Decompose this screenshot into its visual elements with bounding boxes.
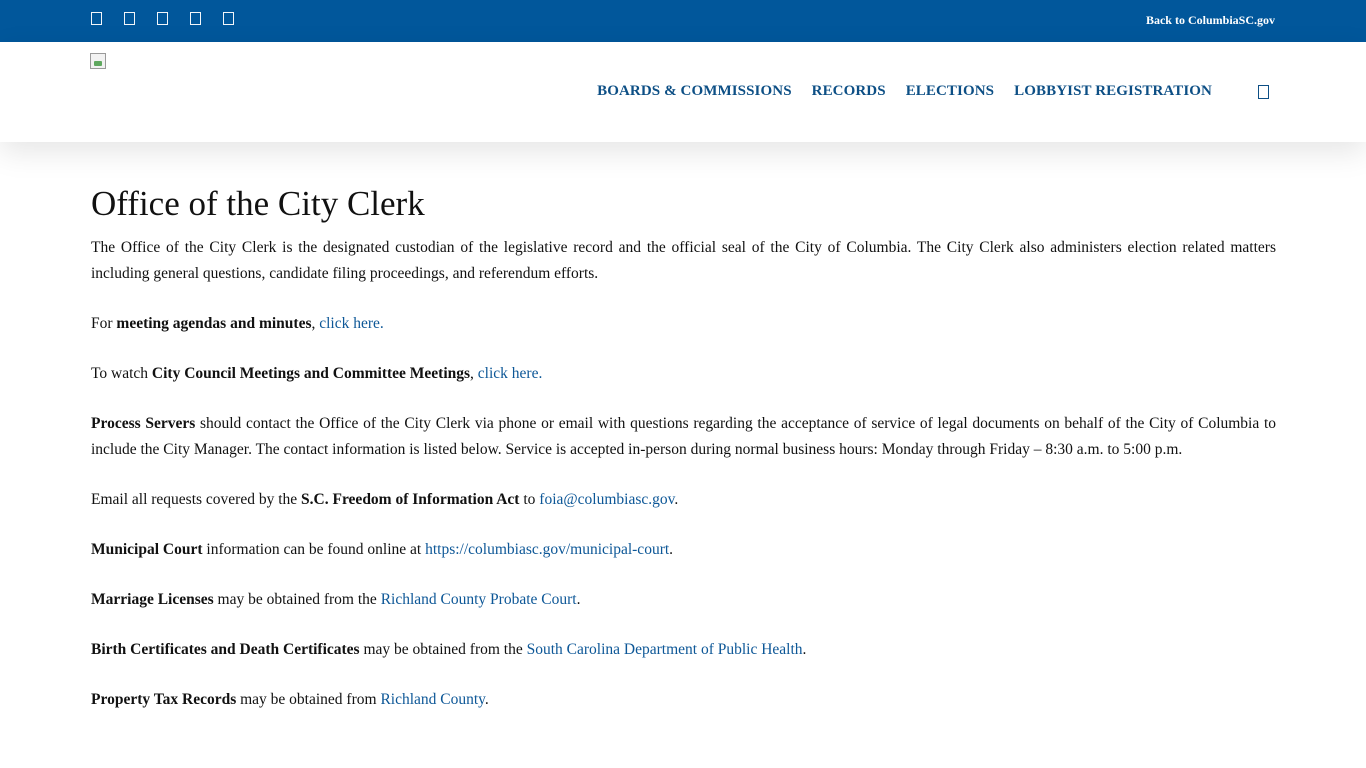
twitter-icon[interactable] [124,12,135,25]
nav-records[interactable]: RECORDS [811,83,886,99]
municipal-court-paragraph: Municipal Court information can be found online at https://columbiasc.gov/municipal-court. [91,541,674,558]
public-health-link[interactable]: South Carolina Department of Public Health [526,641,803,658]
watch-click-here-link[interactable]: click here. [477,365,543,382]
richland-county-link[interactable]: Richland County [380,691,485,708]
instagram-icon[interactable] [157,12,168,25]
page-title: Office of the City Clerk [91,184,425,223]
facebook-icon[interactable] [91,12,102,25]
birth-death-certificates-paragraph: Birth Certificates and Death Certificates may be obtained from the South Carolina Department of Public Health. [91,641,807,658]
top-bar [0,0,1366,42]
social-links [91,12,234,25]
municipal-court-link[interactable]: https://columbiasc.gov/municipal-court [425,541,670,558]
watch-meetings-paragraph: To watch City Council Meetings and Committee Meetings, click here. [91,365,543,382]
site-header [0,42,1366,142]
foia-email-link[interactable]: foia@columbiasc.gov [539,491,675,508]
foia-paragraph: Email all requests covered by the S.C. Freedom of Information Act to foia@columbiasc.gov. [91,491,679,508]
search-icon[interactable] [1258,85,1269,99]
nav-boards-commissions[interactable]: BOARDS & COMMISSIONS [597,83,792,99]
youtube-icon[interactable] [190,12,201,25]
back-to-columbiasc-link[interactable]: Back to ColumbiaSC.gov [1145,13,1275,27]
agendas-paragraph: For meeting agendas and minutes, click here. [91,315,384,332]
intro-paragraph: The Office of the City Clerk is the designated custodian of the legislative record and the official seal of the City of Columbia. The City Clerk also administers election related matters including general questions, candidate filing proceedings, and referendum efforts. [91,239,1276,282]
probate-court-link[interactable]: Richland County Probate Court [380,591,577,608]
marriage-licenses-paragraph: Marriage Licenses may be obtained from the Richland County Probate Court. [91,591,581,608]
property-tax-paragraph: Property Tax Records may be obtained from Richland County. [91,691,489,708]
main-content [91,184,1276,737]
nav-lobbyist-registration[interactable]: LOBBYIST REGISTRATION [1014,83,1212,99]
main-nav [597,83,1212,100]
nav-elections[interactable]: ELECTIONS [905,83,995,99]
process-servers-paragraph: Process Servers should contact the Office of the City Clerk via phone or email with questions regarding the acceptance of service of legal documents on behalf of the City of Columbia to include the City Manager. The contact information is listed below. Service is accepted in-person during normal business hours: Monday through Friday – 8:30 a.m. to 5:00 p.m. [91,415,1276,458]
linkedin-icon[interactable] [223,12,234,25]
agendas-click-here-link[interactable]: click here. [319,315,384,332]
logo-image[interactable] [90,53,106,69]
